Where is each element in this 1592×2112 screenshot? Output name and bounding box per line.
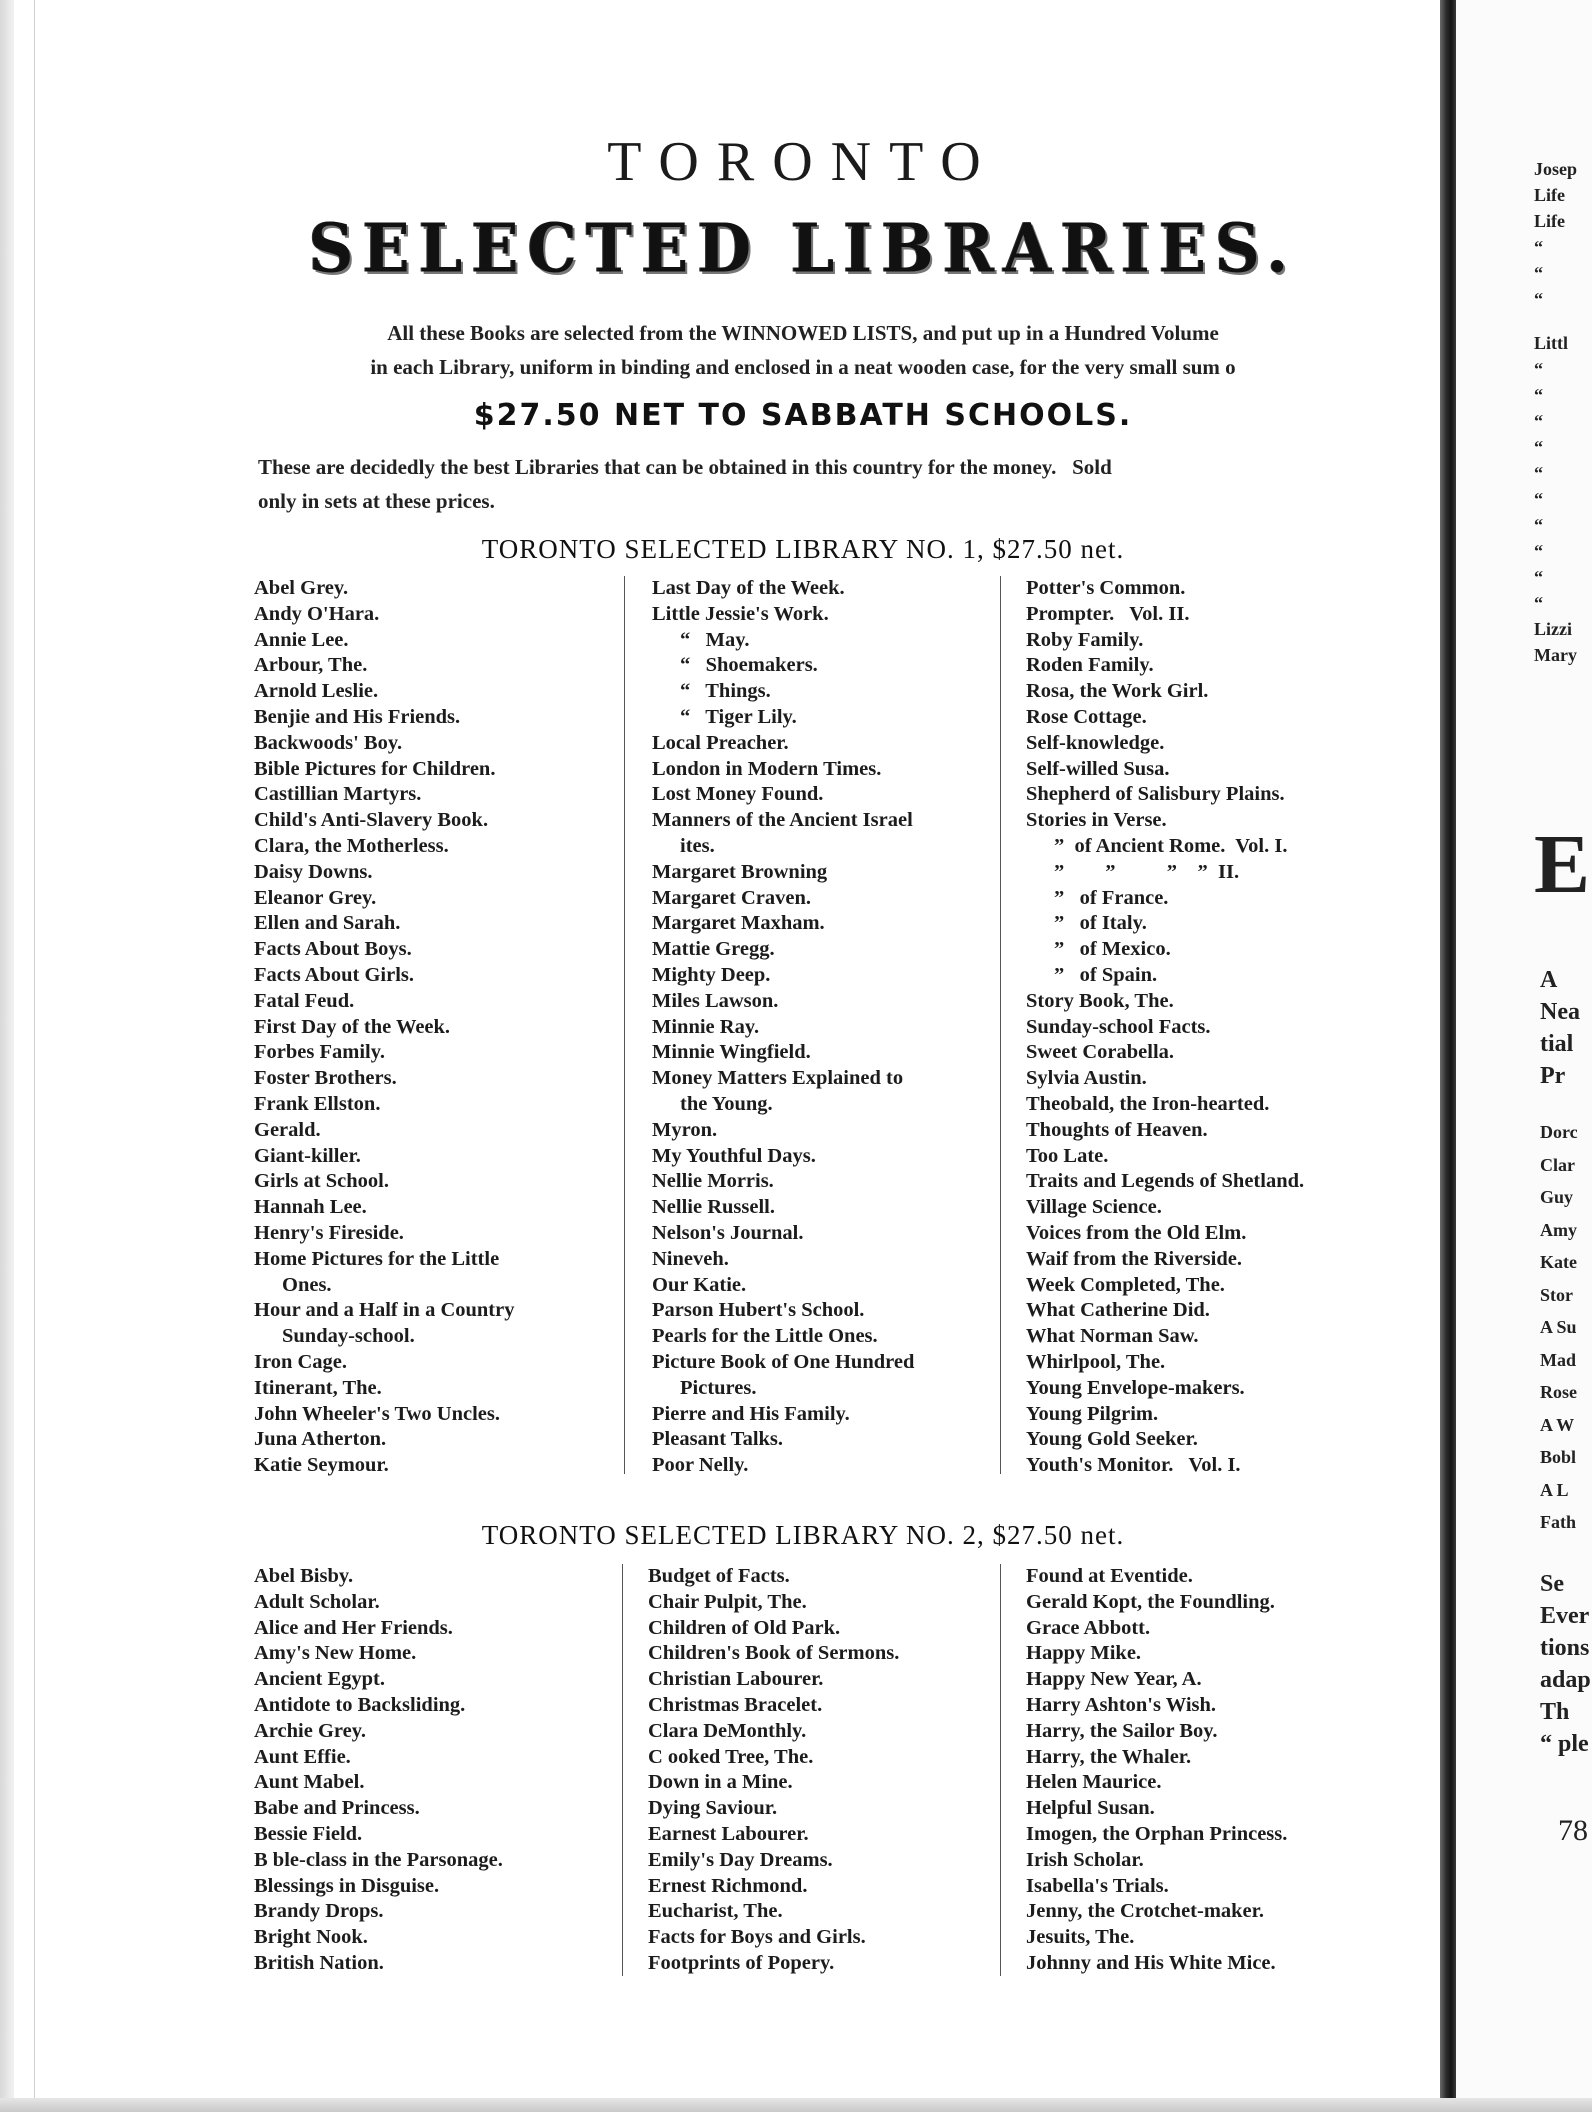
book-title: Eleanor Grey. (254, 886, 377, 909)
book-title: “ Tiger Lily. (680, 705, 797, 728)
right-page-line: Josep (1534, 159, 1578, 179)
book-title: Mattie Gregg. (652, 938, 775, 961)
right-page-list-item: Fath (1540, 1512, 1576, 1532)
book-title: John Wheeler's Two Uncles. (254, 1402, 501, 1425)
decorative-initial: E (1534, 818, 1591, 911)
book-title: Sunday-school Facts. (1026, 1015, 1211, 1038)
right-page-paragraph-line: adap (1540, 1667, 1591, 1693)
book-title: Ernest Richmond. (648, 1874, 808, 1897)
book-title: Isabella's Trials. (1026, 1874, 1169, 1897)
right-page-line: “ (1534, 263, 1543, 283)
book-title: Prompter. Vol. II. (1026, 602, 1190, 625)
book-title: Lost Money Found. (652, 783, 824, 806)
right-page-line: Lizzi (1534, 619, 1572, 639)
right-page-line: “ (1534, 489, 1543, 509)
book-title: Minnie Wingfield. (652, 1041, 811, 1064)
book-title: Ellen and Sarah. (254, 912, 401, 935)
right-page-list (1540, 1116, 1578, 1539)
book-title: B ble-class in the Parsonage. (254, 1848, 503, 1871)
right-page-list-item: A L (1540, 1479, 1569, 1500)
right-page-heading-line: Pr (1540, 1063, 1566, 1089)
right-page-line: “ (1534, 411, 1543, 431)
book-title: Hour and a Half in a Country (254, 1299, 515, 1322)
right-page-top-list (1534, 156, 1577, 668)
book-title: Footprints of Popery. (648, 1951, 835, 1974)
book-title: Happy New Year, A. (1026, 1668, 1202, 1691)
book-title: London in Modern Times. (652, 757, 882, 780)
book-title: Margaret Browning (652, 860, 828, 883)
note-line-2: only in sets at these prices. (258, 489, 495, 513)
right-page-paragraph-line: tions (1540, 1635, 1590, 1661)
right-page-list-item: Dorc (1540, 1122, 1578, 1142)
book-title: Aunt Mabel. (254, 1771, 365, 1794)
intro-line-1: All these Books are selected from the WINNOWED LISTS, and put up in a Hundred Volume (387, 321, 1219, 345)
book-title: Brandy Drops. (254, 1900, 384, 1923)
right-page-heading-line: tial (1540, 1031, 1574, 1057)
book-title: Money Matters Explained to (652, 1067, 904, 1090)
book-title: Dying Saviour. (648, 1797, 778, 1820)
book-title: Eucharist, The. (648, 1900, 783, 1923)
intro-line-2: in each Library, uniform in binding and enclosed in a neat wooden case, for the very small sum o (370, 355, 1236, 379)
book-gutter (1440, 0, 1456, 2112)
book-title: Myron. (652, 1118, 718, 1141)
book-title: Local Preacher. (652, 731, 789, 754)
right-page-fragment (1456, 0, 1592, 2112)
book-title: Aunt Effie. (254, 1745, 351, 1768)
book-title: Grace Abbott. (1026, 1616, 1151, 1639)
right-page-heading-line: A (1540, 967, 1558, 993)
right-page-line: Littl (1534, 333, 1568, 353)
right-page-line: “ (1534, 437, 1543, 457)
book-title: Children's Book of Sermons. (648, 1642, 900, 1665)
book-title: Our Katie. (652, 1273, 747, 1296)
book-title: Potter's Common. (1026, 577, 1186, 599)
right-page-line: “ (1534, 237, 1543, 257)
right-page-paragraph (1540, 1568, 1591, 1760)
book-title: Happy Mike. (1026, 1642, 1142, 1665)
book-title: “ May. (680, 628, 750, 651)
right-page-paragraph-line: Se (1540, 1571, 1564, 1597)
right-page-heading-line: Nea (1540, 999, 1580, 1025)
book-title: Youth's Monitor. Vol. I. (1026, 1454, 1241, 1477)
right-page-list-item: Mad (1540, 1349, 1576, 1370)
right-page-line: “ (1534, 515, 1543, 535)
intro-text (248, 316, 1358, 384)
right-page-paragraph-line: Ever (1540, 1603, 1590, 1629)
right-page-line: “ (1534, 593, 1543, 613)
book-title: Juna Atherton. (254, 1428, 387, 1451)
book-title: What Norman Saw. (1026, 1325, 1199, 1348)
book-title: Arbour, The. (254, 654, 368, 677)
book-title: Harry, the Sailor Boy. (1026, 1719, 1218, 1742)
right-page-line: “ (1534, 463, 1543, 483)
note-line-1: These are decidedly the best Libraries that can be obtained in this country for the money. Sold (258, 455, 1112, 479)
book-title: Rose Cottage. (1026, 705, 1147, 728)
book-title: Clara DeMonthly. (648, 1719, 807, 1742)
book-title: Ones. (282, 1273, 332, 1296)
book-title: Ancient Egypt. (254, 1668, 385, 1691)
book-title: Poor Nelly. (652, 1454, 749, 1477)
book-title: Giant-killer. (254, 1144, 361, 1167)
column-divider (1000, 576, 1001, 1474)
right-page-list-item: Clar (1540, 1154, 1575, 1175)
right-page-paragraph-line: Th (1540, 1699, 1570, 1725)
book-title: ” of Spain. (1054, 963, 1158, 986)
book-title: “ Things. (680, 680, 771, 703)
book-title: C ooked Tree, The. (648, 1745, 814, 1768)
book-title: Earnest Labourer. (648, 1822, 809, 1845)
right-page-list-item: Bobl (1540, 1447, 1577, 1467)
right-page-list-item: Kate (1540, 1252, 1577, 1272)
book-title: Nellie Morris. (652, 1170, 774, 1193)
book-title: Found at Eventide. (1026, 1565, 1193, 1587)
right-page-heading (1540, 964, 1580, 1092)
book-title: Thoughts of Heaven. (1026, 1118, 1208, 1141)
book-title: “ Shoemakers. (680, 654, 818, 677)
right-page-list-item: A Su (1540, 1317, 1577, 1337)
note-text (248, 450, 1358, 518)
page-edge-left (0, 0, 14, 2112)
book-title: Manners of the Ancient Israel (652, 809, 913, 832)
page-number: 78 (1558, 1814, 1588, 1847)
right-page-list-item: Amy (1540, 1219, 1577, 1240)
book-title: Pleasant Talks. (652, 1428, 784, 1451)
book-title: ” of Italy. (1054, 912, 1147, 935)
book-title: Mighty Deep. (652, 963, 771, 986)
right-page-line: Life (1534, 211, 1565, 231)
library-1-column-2 (652, 576, 914, 1479)
column-divider (624, 576, 625, 1474)
book-title: Nelson's Journal. (652, 1221, 804, 1244)
book-title: Young Pilgrim. (1026, 1402, 1159, 1425)
library-2-column-3 (1026, 1564, 1287, 1977)
book-title: Story Book, The. (1026, 989, 1174, 1012)
book-title: Too Late. (1026, 1144, 1109, 1167)
book-title: Amy's New Home. (254, 1642, 417, 1665)
book-title: Miles Lawson. (652, 989, 779, 1012)
book-title: Jenny, the Crotchet-maker. (1026, 1900, 1265, 1923)
book-title: Picture Book of One Hundred (652, 1350, 915, 1373)
book-title: Rosa, the Work Girl. (1026, 680, 1209, 703)
column-divider (1000, 1564, 1001, 1976)
book-title: Fatal Feud. (254, 989, 355, 1012)
book-title: Sylvia Austin. (1026, 1067, 1147, 1090)
book-title: Margaret Craven. (652, 886, 812, 909)
book-title: Clara, the Motherless. (254, 834, 449, 857)
page-header: TORONTO (607, 131, 999, 193)
book-title: Traits and Legends of Shetland. (1026, 1170, 1305, 1193)
book-title: Bessie Field. (254, 1822, 363, 1845)
book-title: Home Pictures for the Little (254, 1247, 500, 1270)
right-page-list-item: Guy (1540, 1187, 1574, 1207)
book-title: Gerald. (254, 1118, 321, 1141)
book-title: My Youthful Days. (652, 1144, 816, 1167)
column-divider (622, 1564, 623, 1976)
book-title: Facts for Boys and Girls. (648, 1926, 866, 1949)
book-title: Itinerant, The. (254, 1376, 382, 1399)
right-page-line (1534, 312, 1577, 330)
book-title: Self-knowledge. (1026, 731, 1165, 754)
book-title: Facts About Boys. (254, 938, 412, 961)
book-title: Archie Grey. (254, 1719, 366, 1742)
book-title: Week Completed, The. (1026, 1273, 1225, 1296)
book-title: Abel Bisby. (254, 1565, 354, 1587)
book-title: Forbes Family. (254, 1041, 385, 1064)
book-title: Waif from the Riverside. (1026, 1247, 1242, 1270)
book-title: Parson Hubert's School. (652, 1299, 865, 1322)
book-title: Antidote to Backsliding. (254, 1693, 466, 1716)
book-title: Sweet Corabella. (1026, 1041, 1175, 1064)
book-title: Whirlpool, The. (1026, 1350, 1166, 1373)
book-title: First Day of the Week. (254, 1015, 451, 1038)
library-2-column-2 (648, 1564, 899, 1977)
book-title: Iron Cage. (254, 1350, 348, 1373)
book-title: Johnny and His White Mice. (1026, 1951, 1276, 1974)
book-title: Irish Scholar. (1026, 1848, 1144, 1871)
book-title: Backwoods' Boy. (254, 731, 403, 754)
book-title: the Young. (680, 1092, 773, 1115)
book-title: ” of France. (1054, 886, 1169, 909)
right-page-paragraph-line: “ ple (1540, 1731, 1589, 1757)
book-title: Roden Family. (1026, 654, 1154, 677)
book-title: ” of Ancient Rome. Vol. I. (1054, 834, 1288, 857)
library-1-title: TORONTO SELECTED LIBRARY NO. 1, $27.50 net. (481, 534, 1125, 564)
book-title: Annie Lee. (254, 628, 349, 651)
right-page-line: Life (1534, 185, 1565, 205)
book-title: Village Science. (1026, 1196, 1162, 1219)
book-title: Helpful Susan. (1026, 1797, 1155, 1820)
book-title: Pictures. (680, 1376, 757, 1399)
book-title: Daisy Downs. (254, 860, 373, 883)
book-title: Foster Brothers. (254, 1067, 397, 1090)
book-title: Emily's Day Dreams. (648, 1848, 833, 1871)
library-2-title: TORONTO SELECTED LIBRARY NO. 2, $27.50 net. (481, 1520, 1125, 1550)
book-title: ites. (680, 834, 715, 857)
book-title: Arnold Leslie. (254, 680, 379, 703)
book-title: Jesuits, The. (1026, 1926, 1135, 1949)
book-title: Harry, the Whaler. (1026, 1745, 1192, 1768)
page-edge-bottom (0, 2098, 1592, 2112)
book-title: Adult Scholar. (254, 1590, 380, 1613)
book-title: Bible Pictures for Children. (254, 757, 496, 780)
book-title: Christian Labourer. (648, 1668, 824, 1691)
book-title: Budget of Facts. (648, 1565, 790, 1587)
book-title: Nellie Russell. (652, 1196, 775, 1219)
book-title: Last Day of the Week. (652, 577, 845, 599)
page-margin-line (34, 0, 35, 2112)
book-title: Voices from the Old Elm. (1026, 1221, 1247, 1244)
library-2-column-1 (254, 1564, 503, 1977)
right-page-line: Mary (1534, 645, 1577, 665)
book-title: Hannah Lee. (254, 1196, 367, 1219)
library-1-column-1 (254, 576, 514, 1479)
right-page-line: “ (1534, 385, 1543, 405)
book-title: Alice and Her Friends. (254, 1616, 453, 1639)
book-title: Harry Ashton's Wish. (1026, 1693, 1217, 1716)
book-title: Imogen, the Orphan Princess. (1026, 1822, 1288, 1845)
right-page-line: “ (1534, 289, 1543, 309)
book-title: What Catherine Did. (1026, 1299, 1210, 1322)
book-title: British Nation. (254, 1951, 384, 1974)
book-title: Babe and Princess. (254, 1797, 420, 1820)
right-page-line: “ (1534, 567, 1543, 587)
book-title: Frank Ellston. (254, 1092, 381, 1115)
book-title: Facts About Girls. (254, 963, 415, 986)
book-title: Bright Nook. (254, 1926, 368, 1949)
book-title: Abel Grey. (254, 577, 349, 599)
book-title: Little Jessie's Work. (652, 602, 829, 625)
book-title: Shepherd of Salisbury Plains. (1026, 783, 1285, 806)
right-page-list-item: Rose (1540, 1382, 1577, 1402)
book-title: Andy O'Hara. (254, 602, 380, 625)
book-title: Gerald Kopt, the Foundling. (1026, 1590, 1275, 1613)
book-title: Blessings in Disguise. (254, 1874, 440, 1897)
book-title: Chair Pulpit, The. (648, 1590, 807, 1613)
book-title: Theobald, the Iron-hearted. (1026, 1092, 1270, 1115)
book-title: Stories in Verse. (1026, 809, 1167, 832)
right-page-line: “ (1534, 541, 1543, 561)
book-title: Katie Seymour. (254, 1454, 389, 1477)
book-title: Henry's Fireside. (254, 1221, 404, 1244)
book-title: Roby Family. (1026, 628, 1144, 651)
book-title: Margaret Maxham. (652, 912, 825, 935)
book-title: Castillian Martyrs. (254, 783, 422, 806)
book-title: Benjie and His Friends. (254, 705, 461, 728)
book-title: Pearls for the Little Ones. (652, 1325, 878, 1348)
price-line: $27.50 NET TO SABBATH SCHOOLS. (473, 398, 1133, 433)
book-title: Christmas Bracelet. (648, 1693, 823, 1716)
book-title: Sunday-school. (282, 1325, 415, 1348)
page-title: SELECTED LIBRARIES. (308, 209, 1298, 288)
book-title: Girls at School. (254, 1170, 389, 1193)
right-page-list-item: A W (1540, 1414, 1575, 1435)
right-page-line: “ (1534, 359, 1543, 379)
book-title: Nineveh. (652, 1247, 729, 1270)
library-1-column-3 (1026, 576, 1304, 1479)
book-title: Minnie Ray. (652, 1015, 760, 1038)
book-title: ” ” ” ” II. (1054, 860, 1240, 883)
book-title: Pierre and His Family. (652, 1402, 850, 1425)
book-title: Young Gold Seeker. (1026, 1428, 1198, 1451)
right-page-list-item: Stor (1540, 1284, 1573, 1305)
book-title: Self-willed Susa. (1026, 757, 1170, 780)
book-title: Child's Anti-Slavery Book. (254, 809, 489, 832)
book-title: Helen Maurice. (1026, 1771, 1162, 1794)
book-title: Young Envelope-makers. (1026, 1376, 1245, 1399)
book-title: Down in a Mine. (648, 1771, 793, 1794)
book-title: Children of Old Park. (648, 1616, 841, 1639)
book-title: ” of Mexico. (1054, 938, 1171, 961)
